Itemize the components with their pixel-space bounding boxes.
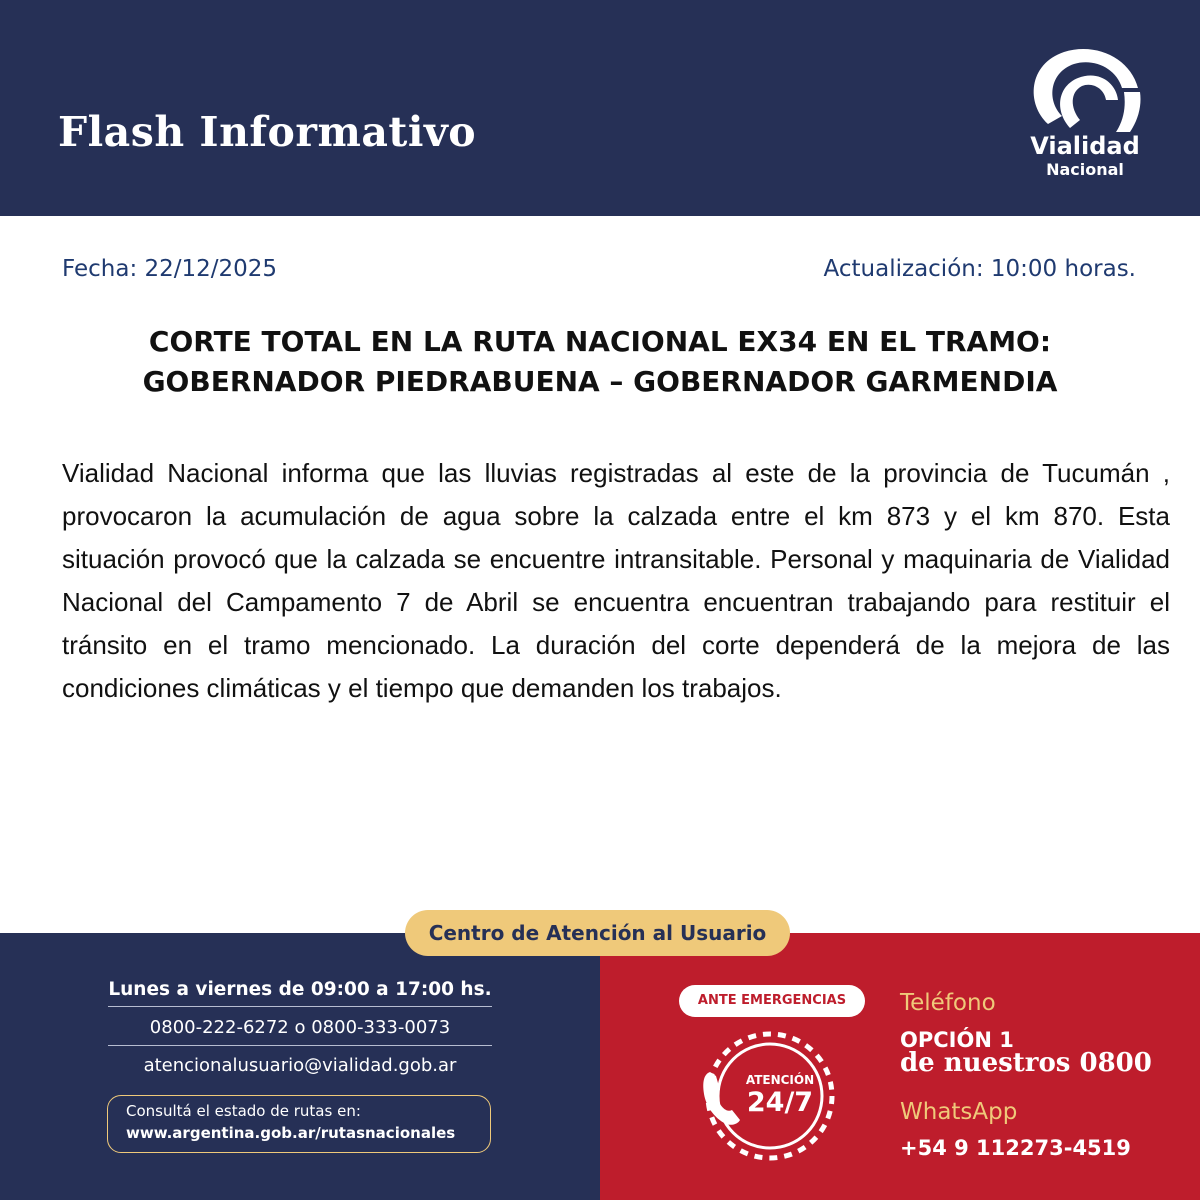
road-swirl-icon — [1018, 42, 1152, 137]
headline-line-2: GOBERNADOR PIEDRABUENA – GOBERNADOR GARMENDIA — [142, 365, 1058, 398]
clock-value: 24/7 — [746, 1087, 814, 1118]
routes-label: Consultá el estado de rutas en: — [126, 1102, 361, 1120]
option-number: OPCIÓN 1 — [900, 1028, 1014, 1052]
divider — [108, 1006, 492, 1007]
headline — [40, 322, 1160, 402]
emergency-badge: ANTE EMERGENCIAS — [679, 985, 865, 1017]
routes-url-link[interactable]: www.argentina.gob.ar/rutasnacionales — [126, 1124, 456, 1142]
date-label: Fecha: 22/12/2025 — [62, 256, 278, 282]
logo-text-nacional: Nacional — [1046, 160, 1124, 179]
email-link[interactable]: atencionalusuario@vialidad.gob.ar — [143, 1055, 457, 1076]
vialidad-logo — [1018, 42, 1152, 182]
office-hours: Lunes a viernes de 09:00 a 17:00 hs. — [108, 979, 492, 1000]
phone-numbers: 0800-222-6272 o 0800-333-0073 — [149, 1017, 451, 1038]
logo-text-vialidad: Vialidad — [1030, 132, 1140, 160]
option-subtitle: de nuestros 0800 — [900, 1048, 1152, 1078]
body-paragraph: Vialidad Nacional informa que las lluvias registradas al este de la provincia de Tucumán , provocaron la acumulación de agua sobre la calzada entre el km 873 y el km 870. Esta situación provocó que la calzada se encuentre intransitable. Personal y maquinaria de Vialidad Nacional del Campamento 7 de Abril se encuentra encuentran trabajando para restituir el tránsito en el tramo mencionado. La duración del corte dependerá de la mejora de las condiciones climáticas y el tiempo que demanden los trabajos. — [62, 458, 1170, 703]
service-center-title: Centro de Atención al Usuario — [405, 910, 790, 956]
whatsapp-number[interactable]: +54 9 112273-4519 — [900, 1136, 1131, 1160]
clock-label: ATENCIÓN — [745, 1073, 815, 1087]
routes-status-box[interactable] — [107, 1095, 491, 1153]
headline-line-1: CORTE TOTAL EN LA RUTA NACIONAL EX34 EN EL TRAMO: — [148, 325, 1052, 358]
whatsapp-label: WhatsApp — [900, 1099, 1018, 1125]
clock-icon — [700, 1026, 840, 1166]
phone-label: Teléfono — [900, 990, 996, 1016]
divider — [108, 1045, 492, 1046]
update-time-label: Actualización: 10:00 horas. — [823, 256, 1136, 282]
header-banner — [0, 0, 1200, 216]
page-title: Flash Informativo — [58, 108, 477, 156]
phone-icon — [700, 1068, 744, 1128]
